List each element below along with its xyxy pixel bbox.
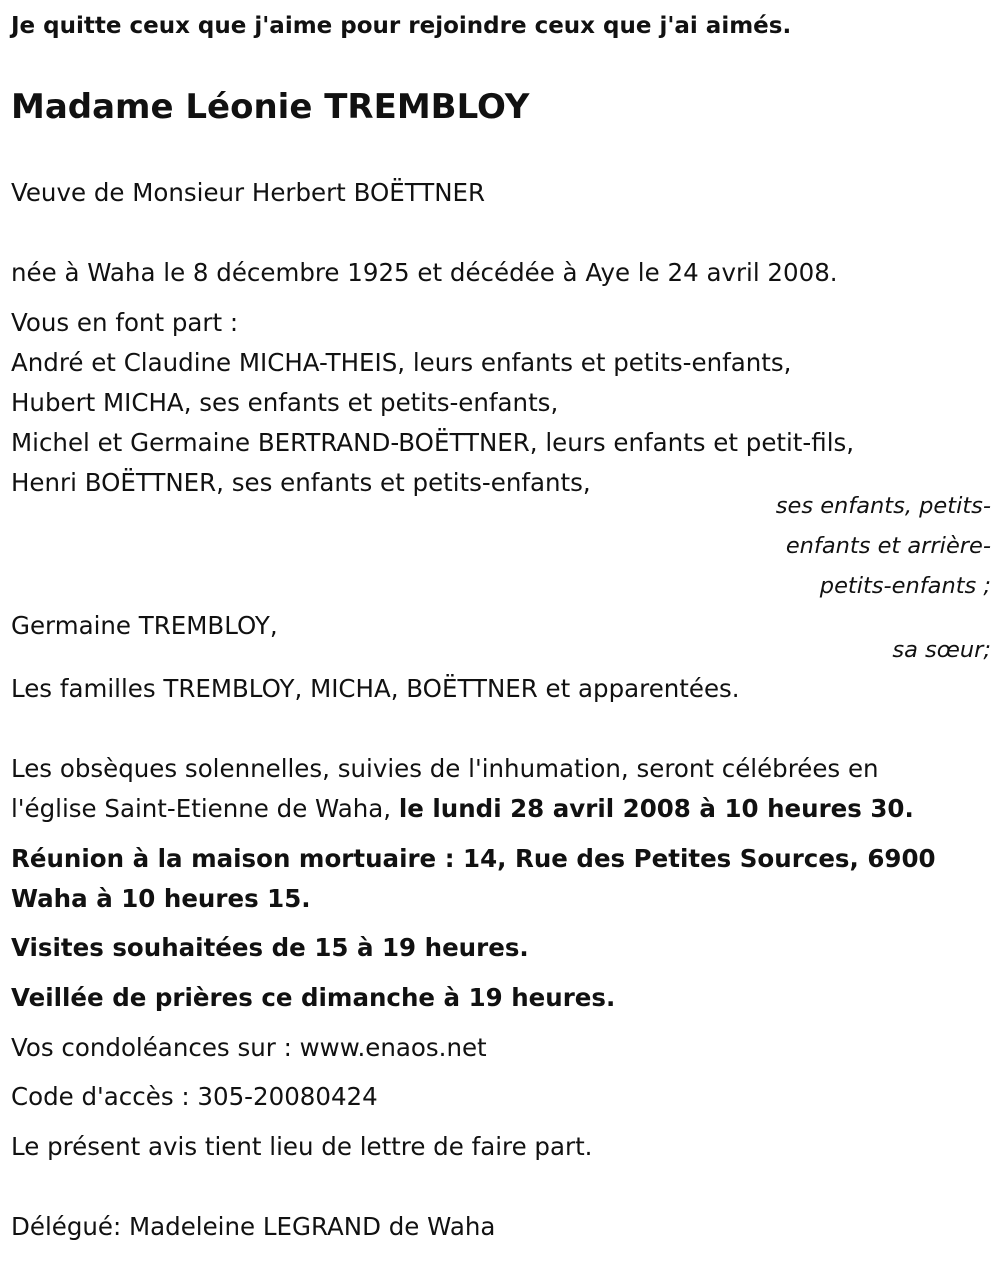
sister: Germaine TREMBLOY, — [11, 611, 278, 640]
family-line: Michel et Germaine BERTRAND-BOËTTNER, leurs enfants et petit-fils, — [11, 428, 855, 457]
vigil: Veillée de prières ce dimanche à 19 heures. — [11, 983, 616, 1012]
epigraph: Je quitte ceux que j'aime pour rejoindre ceux que j'ai aimés. — [11, 13, 792, 39]
funeral-line — [11, 793, 914, 825]
funeral-line: Les obsèques solennelles, suivies de l'inhumation, seront célébrées en — [11, 754, 879, 783]
meeting-line: Waha à 10 heures 15. — [11, 884, 311, 913]
families: Les familles TREMBLOY, MICHA, BOËTTNER et apparentées. — [11, 674, 740, 703]
children-note: enfants et arrière- — [785, 533, 991, 559]
funeral-date: le lundi 28 avril 2008 à 10 heures 30. — [398, 794, 914, 823]
announcement: Vous en font part : — [11, 308, 239, 337]
delegate: Délégué: Madeleine LEGRAND de Waha — [11, 1212, 496, 1241]
sister-note: sa sœur; — [892, 637, 991, 663]
family-line: Hubert MICHA, ses enfants et petits-enfants, — [11, 388, 559, 417]
children-note: ses enfants, petits- — [775, 493, 991, 519]
access-code: Code d'accès : 305-20080424 — [11, 1082, 378, 1111]
notice: Le présent avis tient lieu de lettre de faire part. — [11, 1132, 593, 1161]
deceased-name: Madame Léonie TREMBLOY — [11, 87, 530, 127]
meeting-line: Réunion à la maison mortuaire : 14, Rue des Petites Sources, 6900 — [11, 844, 936, 873]
children-note: petits-enfants ; — [819, 573, 991, 599]
family-line: Henri BOËTTNER, ses enfants et petits-enfants, — [11, 468, 591, 497]
visits: Visites souhaitées de 15 à 19 heures. — [11, 933, 529, 962]
funeral-location: l'église Saint-Etienne de Waha, — [11, 794, 399, 823]
widow-of: Veuve de Monsieur Herbert BOËTTNER — [11, 178, 486, 207]
family-line: André et Claudine MICHA-THEIS, leurs enfants et petits-enfants, — [11, 348, 792, 377]
birth-death: née à Waha le 8 décembre 1925 et décédée à Aye le 24 avril 2008. — [11, 258, 838, 287]
condolences: Vos condoléances sur : www.enaos.net — [11, 1033, 487, 1062]
